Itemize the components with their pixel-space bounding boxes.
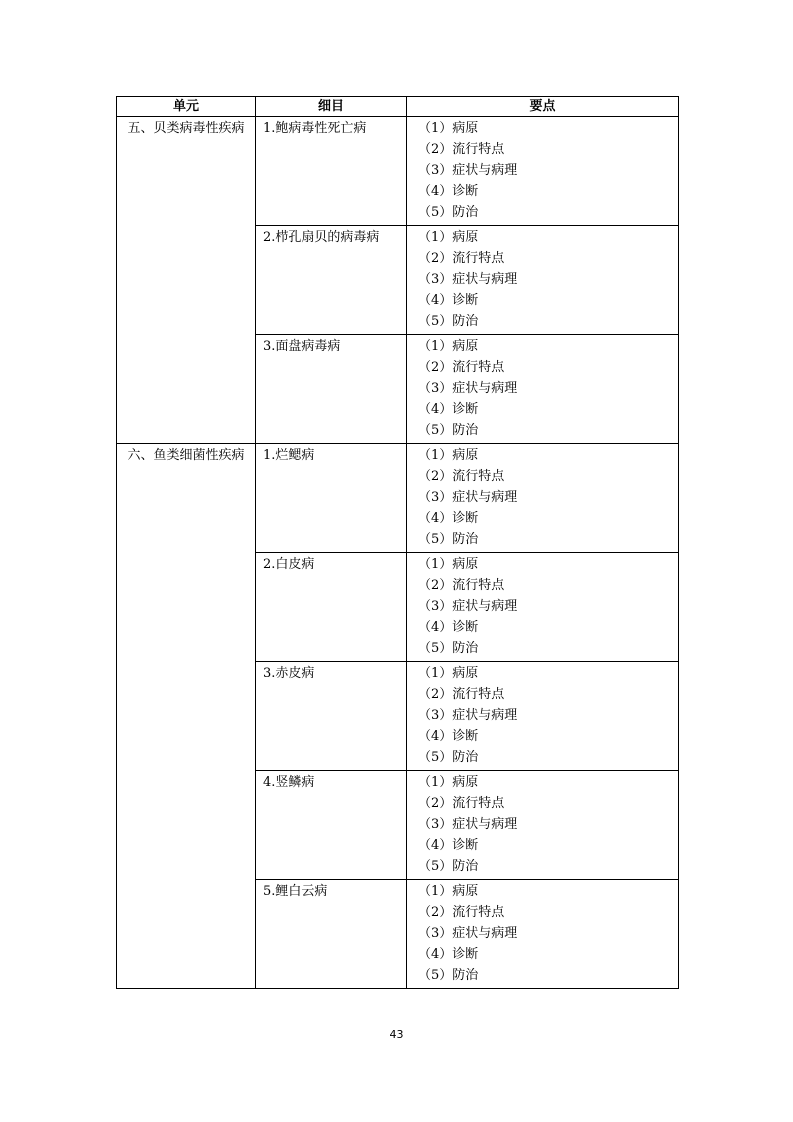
header-unit: 单元 (117, 97, 256, 117)
syllabus-table (116, 96, 679, 989)
item-cell: 4.竖鳞病 (256, 771, 407, 880)
unit-cell: 五、贝类病毒性疾病 (117, 117, 256, 444)
point-item: （4）诊断 (418, 947, 479, 962)
point-item: （5）防治 (418, 532, 479, 547)
item-cell: 1.烂鳃病 (256, 444, 407, 553)
unit-cell: 六、鱼类细菌性疾病 (117, 444, 256, 989)
point-item: （5）防治 (418, 750, 479, 765)
point-item: （5）防治 (418, 968, 479, 983)
points-cell (407, 117, 679, 226)
point-item: （3）症状与病理 (418, 599, 518, 614)
header-points: 要点 (407, 97, 679, 117)
point-item: （5）防治 (418, 859, 479, 874)
points-cell (407, 553, 679, 662)
point-item: （3）症状与病理 (418, 272, 518, 287)
table-body (117, 117, 679, 989)
point-item: （1）病原 (418, 884, 479, 899)
point-item: （4）诊断 (418, 184, 479, 199)
point-item: （3）症状与病理 (418, 817, 518, 832)
item-cell: 3.面盘病毒病 (256, 335, 407, 444)
table-header-row (117, 97, 679, 117)
point-item: （5）防治 (418, 641, 479, 656)
point-item: （5）防治 (418, 205, 479, 220)
item-cell: 2.栉孔扇贝的病毒病 (256, 226, 407, 335)
points-cell (407, 880, 679, 989)
point-item: （5）防治 (418, 423, 479, 438)
point-item: （1）病原 (418, 666, 479, 681)
point-item: （3）症状与病理 (418, 381, 518, 396)
point-item: （4）诊断 (418, 838, 479, 853)
point-item: （1）病原 (418, 121, 479, 136)
point-item: （2）流行特点 (418, 578, 505, 593)
point-item: （1）病原 (418, 230, 479, 245)
item-cell: 1.鲍病毒性死亡病 (256, 117, 407, 226)
table-row (117, 444, 679, 553)
point-item: （3）症状与病理 (418, 163, 518, 178)
point-item: （2）流行特点 (418, 687, 505, 702)
page-number: 43 (389, 1028, 404, 1041)
point-item: （2）流行特点 (418, 469, 505, 484)
point-item: （2）流行特点 (418, 360, 505, 375)
point-item: （3）症状与病理 (418, 926, 518, 941)
item-cell: 3.赤皮病 (256, 662, 407, 771)
points-cell (407, 771, 679, 880)
points-cell (407, 444, 679, 553)
point-item: （2）流行特点 (418, 905, 505, 920)
points-cell (407, 335, 679, 444)
item-cell: 5.鲤白云病 (256, 880, 407, 989)
table-row (117, 117, 679, 226)
header-item: 细目 (256, 97, 407, 117)
point-item: （1）病原 (418, 448, 479, 463)
point-item: （2）流行特点 (418, 251, 505, 266)
point-item: （4）诊断 (418, 511, 479, 526)
point-item: （1）病原 (418, 775, 479, 790)
point-item: （3）症状与病理 (418, 490, 518, 505)
point-item: （3）症状与病理 (418, 708, 518, 723)
point-item: （2）流行特点 (418, 142, 505, 157)
point-item: （4）诊断 (418, 729, 479, 744)
point-item: （5）防治 (418, 314, 479, 329)
point-item: （4）诊断 (418, 402, 479, 417)
point-item: （4）诊断 (418, 293, 479, 308)
point-item: （1）病原 (418, 557, 479, 572)
point-item: （4）诊断 (418, 620, 479, 635)
item-cell: 2.白皮病 (256, 553, 407, 662)
points-cell (407, 662, 679, 771)
point-item: （1）病原 (418, 339, 479, 354)
points-cell (407, 226, 679, 335)
point-item: （2）流行特点 (418, 796, 505, 811)
